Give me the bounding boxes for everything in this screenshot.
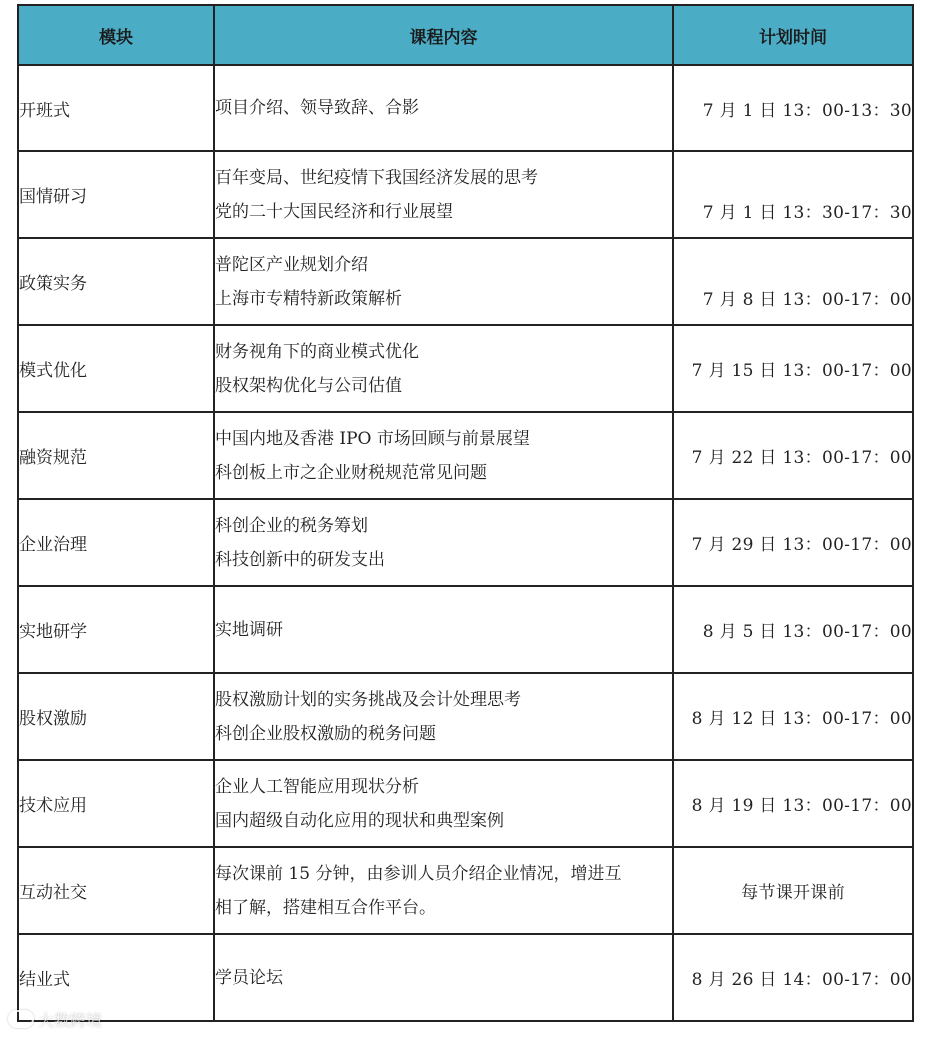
content-line: 科创企业股权激励的税务问题 — [215, 723, 436, 744]
content-cell — [214, 499, 673, 586]
content-line: 上海市专精特新政策解析 — [215, 288, 402, 309]
time-cell: 7 月 1 日 13：30-17：30 — [673, 151, 913, 238]
module-cell: 实地研学 — [18, 586, 214, 673]
content-line: 党的二十大国民经济和行业展望 — [215, 201, 453, 222]
content-cell — [214, 412, 673, 499]
content-cell — [214, 238, 673, 325]
table-row — [18, 673, 913, 760]
content-line: 相了解，搭建相互合作平台。 — [215, 897, 436, 918]
table-header-row — [18, 5, 913, 65]
content-line: 科创企业的税务筹划 — [215, 515, 368, 536]
content-line: 企业人工智能应用现状分析 — [215, 776, 419, 797]
content-line: 中国内地及香港 IPO 市场回顾与前景展望 — [215, 428, 530, 449]
module-cell: 开班式 — [18, 65, 214, 151]
table-row — [18, 586, 913, 673]
table-row — [18, 934, 913, 1021]
content-cell — [214, 586, 673, 673]
content-cell — [214, 673, 673, 760]
course-schedule-table — [17, 4, 914, 1022]
time-cell: 8 月 19 日 13：00-17：00 — [673, 760, 913, 847]
table-row — [18, 151, 913, 238]
time-cell: 7 月 15 日 13：00-17：00 — [673, 325, 913, 412]
time-cell: 7 月 22 日 13：00-17：00 — [673, 412, 913, 499]
module-cell: 企业治理 — [18, 499, 214, 586]
table-row — [18, 65, 913, 151]
module-cell: 模式优化 — [18, 325, 214, 412]
header-content: 课程内容 — [214, 5, 673, 65]
table-row — [18, 847, 913, 934]
time-cell: 每节课开课前 — [673, 847, 913, 934]
header-time: 计划时间 — [673, 5, 913, 65]
time-cell: 8 月 5 日 13：00-17：00 — [673, 586, 913, 673]
module-cell: 股权激励 — [18, 673, 214, 760]
content-cell — [214, 934, 673, 1021]
content-cell — [214, 65, 673, 151]
content-line: 科创板上市之企业财税规范常见问题 — [215, 462, 487, 483]
time-cell: 7 月 8 日 13：00-17：00 — [673, 238, 913, 325]
module-cell: 政策实务 — [18, 238, 214, 325]
content-cell — [214, 325, 673, 412]
content-line: 国内超级自动化应用的现状和典型案例 — [215, 810, 504, 831]
watermark-logo-icon — [8, 1010, 34, 1028]
content-line: 每次课前 15 分钟，由参训人员介绍企业情况，增进互 — [215, 863, 622, 884]
content-line: 百年变局、世纪疫情下我国经济发展的思考 — [215, 167, 538, 188]
time-cell: 7 月 1 日 13：00-13：30 — [673, 65, 913, 151]
content-line: 财务视角下的商业模式优化 — [215, 341, 419, 362]
table-row — [18, 499, 913, 586]
content-line: 科技创新中的研发支出 — [215, 549, 385, 570]
time-cell: 8 月 12 日 13：00-17：00 — [673, 673, 913, 760]
time-cell: 7 月 29 日 13：00-17：00 — [673, 499, 913, 586]
content-line: 股权架构优化与公司估值 — [215, 375, 402, 396]
content-line: 实地调研 — [215, 619, 283, 640]
table-row — [18, 412, 913, 499]
module-cell: 结业式 — [18, 934, 214, 1021]
table-row — [18, 238, 913, 325]
module-cell: 国情研习 — [18, 151, 214, 238]
table-row — [18, 325, 913, 412]
time-cell: 8 月 26 日 14：00-17：00 — [673, 934, 913, 1021]
content-line: 学员论坛 — [215, 967, 283, 988]
header-module: 模块 — [18, 5, 214, 65]
watermark-text: 大数跨境 — [38, 1010, 103, 1030]
content-line: 股权激励计划的实务挑战及会计处理思考 — [215, 689, 521, 710]
table-row — [18, 760, 913, 847]
content-line: 项目介绍、领导致辞、合影 — [215, 98, 419, 118]
module-cell: 技术应用 — [18, 760, 214, 847]
watermark — [8, 1008, 102, 1030]
content-cell — [214, 151, 673, 238]
content-cell — [214, 847, 673, 934]
module-cell: 互动社交 — [18, 847, 214, 934]
module-cell: 融资规范 — [18, 412, 214, 499]
content-cell — [214, 760, 673, 847]
content-line: 普陀区产业规划介绍 — [215, 254, 368, 275]
